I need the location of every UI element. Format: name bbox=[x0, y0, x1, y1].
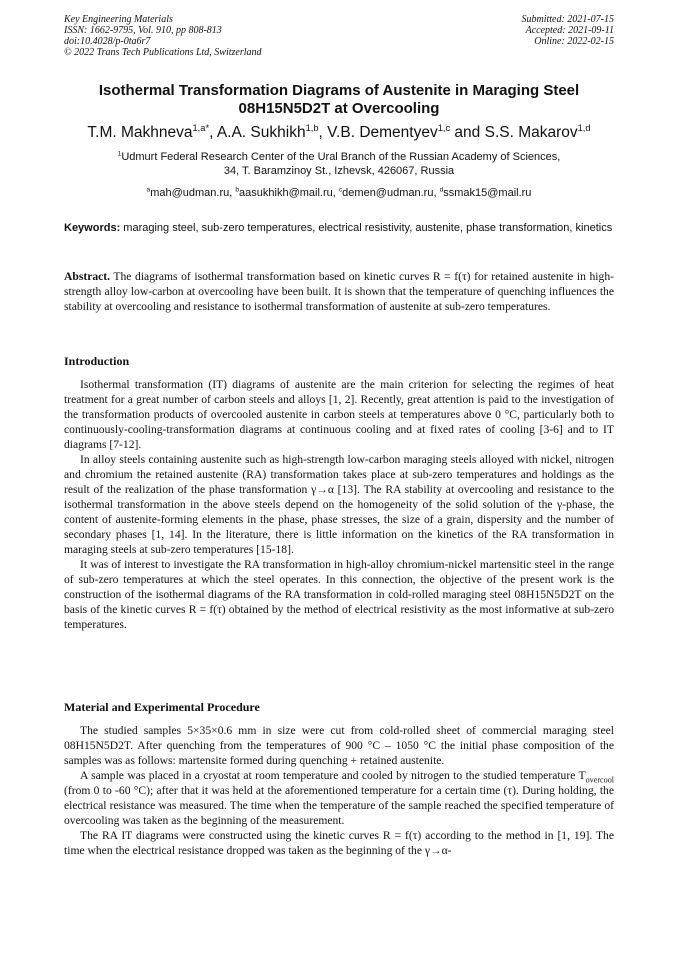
paragraph: The RA IT diagrams were constructed using the kinetic curves R = f(τ) according to the method in [1, 19]. The time when the electrical resistance dropped was taken as the beginning of the γ→α- bbox=[64, 829, 614, 857]
keywords-label: Keywords: bbox=[64, 222, 121, 234]
paragraph: In alloy steels containing austenite such as high-strength low-carbon maraging steels alloyed with nickel, nitrogen and chromium the retained austenite (RA) transformation takes place at sub-zero temperatures and holdings as the result of the realization of the phase transformation γ→α [13]. The RA stability at overcooling and resistance to the isothermal transformation in the above steels depend on the homogeneity of the solid solution of the γ-phase, the content of austenite-forming elements in the phase, phase stresses, the size of a grain, dispersity and the number of secondary phases [1, 14]. In the literature, there is little information on the kinetics of the RA transformation in maraging steels at sub-zero temperatures [15-18]. bbox=[64, 453, 614, 556]
title-line-2: 08H15N5D2T at Overcooling bbox=[238, 100, 440, 117]
affiliation-line-2: 34, T. Baramzinoy St., Izhevsk, 426067, Russia bbox=[223, 165, 455, 177]
author: T.M. Makhneva bbox=[87, 124, 193, 141]
issn-line: ISSN: 1662-9795, Vol. 910, pp 808-813 bbox=[64, 25, 222, 36]
affiliation-line-1: Udmurt Federal Research Center of the Ural Branch of the Russian Academy of Sciences, bbox=[121, 151, 561, 163]
author: V.B. Dementyev bbox=[327, 124, 438, 141]
author-list bbox=[40, 124, 638, 142]
journal-header bbox=[64, 14, 262, 58]
paper-title bbox=[64, 82, 614, 118]
introduction-body bbox=[64, 377, 614, 632]
email-link[interactable]: aasukhikh@mail.ru, bbox=[239, 187, 339, 199]
submitted-date: Submitted: 2021-07-15 bbox=[521, 14, 614, 25]
author: A.A. Sukhikh bbox=[216, 124, 306, 141]
copyright-line: © 2022 Trans Tech Publications Ltd, Switzerland bbox=[64, 47, 262, 58]
email-list bbox=[64, 186, 614, 200]
dates-header bbox=[522, 14, 615, 47]
journal-name: Key Engineering Materials bbox=[64, 14, 173, 25]
abstract-text: The diagrams of isothermal transformation based on kinetic curves R = f(τ) for retained austenite in high-strength alloy low-carbon at overcooling have been built. It is shown that the temperature of quenching influences the stability at overcooling and resistance to isothermal transformation of austenite at sub-zero temperatures. bbox=[64, 270, 614, 313]
author: S.S. Makarov bbox=[484, 124, 578, 141]
section-heading-methods: Material and Experimental Procedure bbox=[64, 700, 260, 714]
author-separator: , bbox=[318, 124, 328, 141]
abstract bbox=[64, 269, 614, 314]
author-separator: , bbox=[209, 124, 217, 141]
email-mark: b bbox=[235, 186, 240, 194]
email-mark: d bbox=[439, 186, 444, 194]
affiliation-mark: 1 bbox=[117, 150, 122, 158]
email-link[interactable]: mah@udman.ru, bbox=[150, 187, 236, 199]
author-affil-mark: 1,c bbox=[437, 122, 451, 133]
accepted-date: Accepted: 2021-09-11 bbox=[525, 25, 614, 36]
title-line-1: Isothermal Transformation Diagrams of Austenite in Maraging Steel bbox=[98, 82, 580, 99]
paragraph: The studied samples 5×35×0.6 mm in size were cut from cold-rolled sheet of commercial maraging steel 08H15N5D2T. After quenching from the temperatures of 900 °C – 1050 °C the initial phase composition of the samples was as follows: martensite formed during quenching + retained austenite. bbox=[64, 724, 614, 767]
author-affil-mark: 1,d bbox=[577, 122, 591, 133]
section-heading-introduction: Introduction bbox=[64, 354, 130, 368]
email-link[interactable]: ssmak15@mail.ru bbox=[443, 187, 532, 199]
email-mark: c bbox=[338, 186, 343, 194]
abstract-label: Abstract. bbox=[64, 270, 111, 283]
methods-body bbox=[64, 723, 614, 858]
doi-line[interactable]: doi:10.4028/p-0ta6r7 bbox=[64, 36, 151, 47]
keywords bbox=[64, 221, 614, 235]
paragraph-text: A sample was placed in a cryostat at room temperature and cooled by nitrogen to the studied temperature T bbox=[80, 769, 586, 782]
paragraph bbox=[64, 768, 614, 828]
online-date: Online: 2022-02-15 bbox=[534, 36, 614, 47]
paragraph-text: (from 0 to -60 °C); after that it was held at the aforementioned temperature for a certain time (τ). During holding, the electrical resistance was measured. The time when the temperature of the sample reached the specified temperature of overcooling was taken as the beginning of the measurement. bbox=[64, 784, 614, 827]
author-separator: and bbox=[450, 124, 485, 141]
subscript: overcool bbox=[585, 775, 614, 785]
email-link[interactable]: demen@udman.ru, bbox=[342, 187, 440, 199]
keywords-text: maraging steel, sub-zero temperatures, electrical resistivity, austenite, phase transformation, kinetics bbox=[120, 222, 613, 234]
paragraph: Isothermal transformation (IT) diagrams of austenite are the main criterion for selecting the regimes of heat treatment for a great number of carbon steels and alloys [1, 2]. Recently, great attention is paid to the investigation of the transformation products of overcooled austenite in carbon steels at temperatures above 0 °C, particularly both to continuously-cooling-transformation diagrams at continuous cooling and at fixed rates of cooling [3-6] and to IT diagrams [7-12]. bbox=[64, 378, 614, 451]
author-affil-mark: 1,a* bbox=[192, 122, 210, 133]
affiliation bbox=[64, 150, 614, 178]
author-affil-mark: 1,b bbox=[305, 122, 319, 133]
paragraph: It was of interest to investigate the RA transformation in high-alloy chromium-nickel martensitic steel in the range of sub-zero temperatures at which the steel operates. In this connection, the objective of the present work is the construction of the isothermal diagrams of the RA transformation in cold-rolled maraging steel 08H15N5D2T on the basis of the kinetic curves R = f(τ) obtained by the method of electrical resistivity as the most informative at sub-zero temperatures. bbox=[64, 558, 614, 631]
email-mark: a bbox=[146, 186, 151, 194]
